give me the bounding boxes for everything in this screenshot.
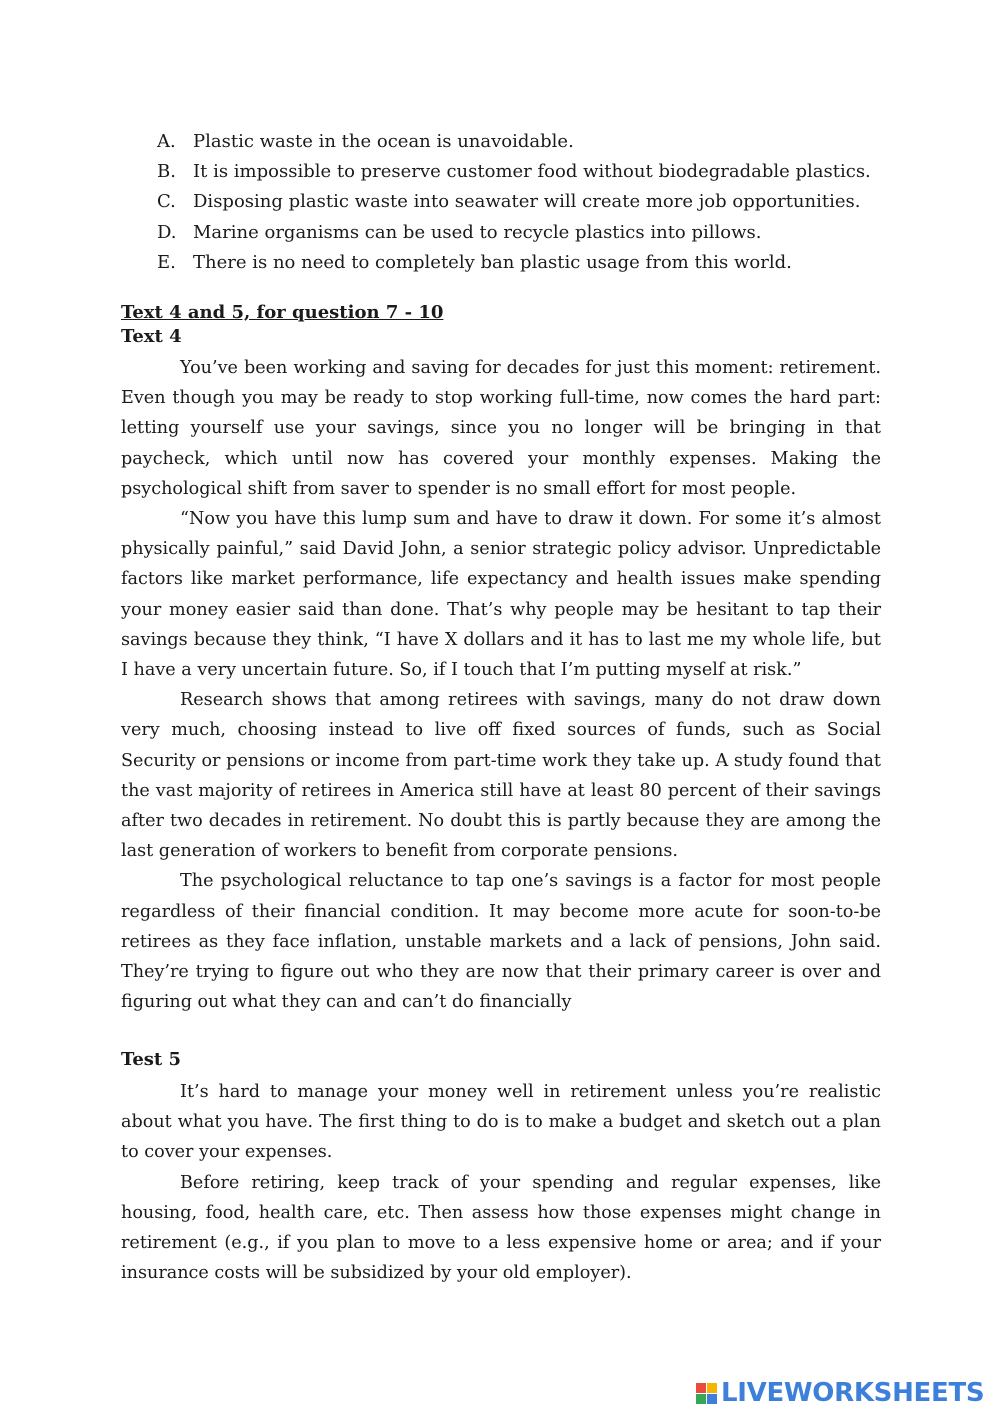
text5-paragraph: It’s hard to manage your money well in retirement unless you’re realistic about what you have. The first thing to do is to make a budget and sketch out a plan to cover your expenses. — [121, 1082, 881, 1163]
text4-paragraph: You’ve been working and saving for decades for just this moment: retirement. Even though you may be ready to stop working full-time, now comes the hard part: letting yourself use your savings, since you no longer will be bringing in that paycheck, which until now has covered your monthly expenses. Making the psychological shift from saver to spender is no small effort for most people. — [121, 358, 881, 499]
text4-body — [121, 353, 881, 1017]
text4-heading: Text 4 — [121, 326, 182, 347]
text4-paragraph: Research shows that among retirees with savings, many do not draw down very much, choosing instead to live off fixed sources of funds, such as Social Security or pensions or income from part-time work they take up. A study found that the vast majority of retirees in America still have at least 80 percent of their savings after two decades in retirement. No doubt this is partly because they are among the last generation of workers to benefit from corporate pensions. — [121, 690, 881, 862]
option-text: Plastic waste in the ocean is unavoidable. — [193, 130, 574, 152]
text5-paragraph: Before retiring, keep track of your spending and regular expenses, like housing, food, health care, etc. Then assess how those expenses might change in retirement (e.g., if you plan to move to a less expensive home or area; and if your insurance costs will be subsidized by your old employer). — [121, 1172, 881, 1284]
text5-body — [121, 1077, 881, 1288]
logo-square — [696, 1394, 706, 1404]
option-d — [157, 217, 877, 247]
logo-square — [707, 1394, 717, 1404]
text4-paragraph: “Now you have this lump sum and have to draw it down. For some it’s almost physically painful,” said David John, a senior strategic policy advisor. Unpredictable factors like market performance, life expectancy and health issues make spending your money easier said than done. That’s why people may be hesitant to tap their savings because they think, “I have X dollars and it has to last me my whole life, but I have a very uncertain future. So, if I touch that I’m putting myself at risk.” — [121, 509, 881, 681]
logo-text: LIVEWORKSHEETS — [721, 1378, 985, 1408]
section-heading: Text 4 and 5, for question 7 - 10 — [121, 302, 444, 323]
logo-square — [696, 1383, 706, 1393]
option-text: There is no need to completely ban plastic usage from this world. — [193, 251, 792, 273]
logo-square — [707, 1383, 717, 1393]
liveworksheets-logo-icon — [696, 1383, 717, 1404]
option-a — [157, 126, 877, 156]
option-text: It is impossible to preserve customer food without biodegradable plastics. — [193, 160, 871, 182]
option-letter: E. — [157, 251, 176, 273]
option-letter: A. — [157, 130, 176, 152]
option-c — [157, 187, 877, 217]
text5-heading: Test 5 — [121, 1049, 182, 1070]
option-b — [157, 156, 877, 186]
answer-options — [157, 126, 877, 277]
text4-paragraph: The psychological reluctance to tap one’s savings is a factor for most people regardless of their financial condition. It may become more acute for soon-to-be retirees as they face inflation, unstable markets and a lack of pensions, John said. They’re trying to figure out who they are now that their primary career is over and figuring out what they can and can’t do financially — [121, 871, 881, 1013]
option-letter: B. — [157, 160, 176, 182]
option-text: Disposing plastic waste into seawater will create more job opportunities. — [193, 191, 861, 213]
option-e — [157, 247, 877, 277]
option-letter: C. — [157, 191, 176, 213]
option-text: Marine organisms can be used to recycle plastics into pillows. — [193, 221, 762, 243]
liveworksheets-logo — [696, 1378, 984, 1408]
option-letter: D. — [157, 221, 177, 243]
